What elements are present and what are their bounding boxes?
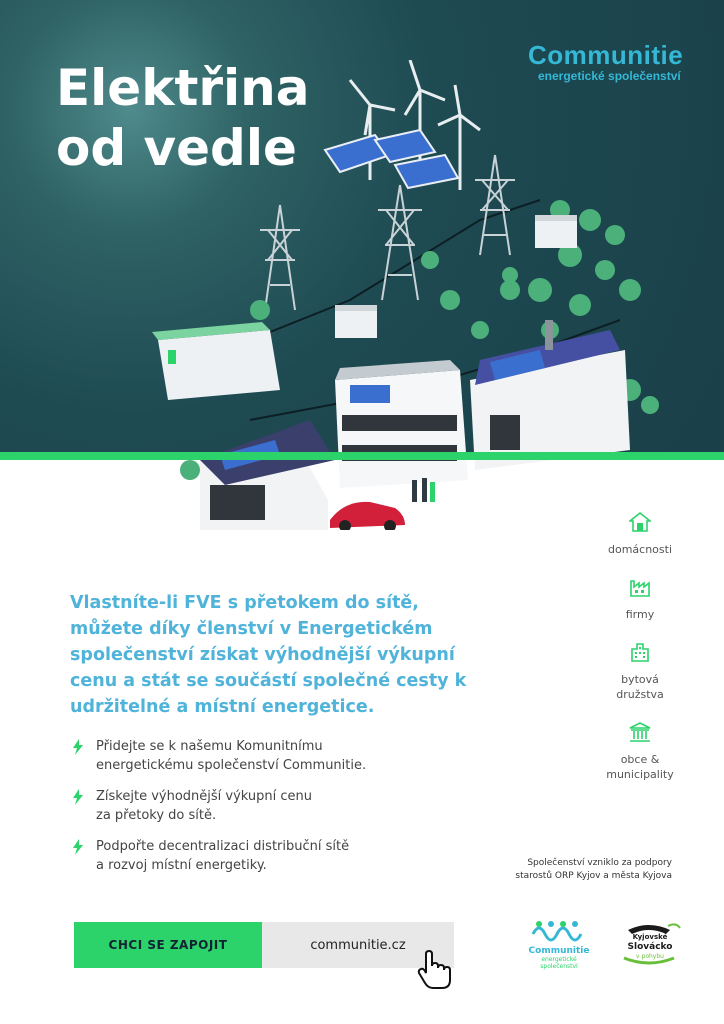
category-label: domácnosti [607,543,673,556]
title-line-2: od vedle [56,119,297,177]
category-label: firmy [625,608,655,621]
credit-line: Společenství vzniklo za podpory [527,858,672,868]
title-line-1: Elektřina [56,59,310,117]
list-item-line: Získejte výhodnější výkupní cenu [96,789,313,804]
lead-paragraph: Vlastníte-li FVE s přetokem do sítě, můžete díky členství v Energetickém společenství získat výhodnější výkupní cenu a stát se součástí společné cesty k udržitelné a místní energetice. [70,592,467,717]
credit-line: starostů ORP Kyjov a města Kyjova [515,871,672,881]
category-label: obce & municipality [606,753,674,781]
support-credit [500,857,672,883]
lightning-icon [72,837,84,855]
list-item-line: energetickému společenství Communitie. [96,758,367,773]
list-item-text [96,787,312,825]
kyjovske-slovacko-text [622,932,678,962]
communitie-logo-sub: energetické společenství [540,956,578,970]
hero-divider [0,452,724,460]
hand-cursor-icon [416,950,454,990]
lightning-icon [72,787,84,805]
website-link[interactable]: communitie.cz [262,922,454,968]
list-item [72,837,402,875]
kyjovske-slovacko-logo [614,918,684,970]
list-item-text [96,837,349,875]
communitie-logo-word: Communitie [528,946,590,956]
list-item-line: Přidejte se k našemu Komunitnímu [96,739,323,754]
list-item [72,787,402,825]
town-hall-icon [629,722,651,742]
brand-logo-tagline: energetické společenství [538,69,681,83]
benefits-list [72,737,402,887]
category-municipalities [590,722,690,782]
category-cooperatives [590,642,690,702]
logo-line: Slovácko [627,942,673,952]
cta-bar [74,922,454,968]
list-item-line: Podpořte decentralizaci distribuční sítě [96,839,350,854]
list-item [72,737,402,775]
list-item-line: za přetoky do sítě. [96,808,217,823]
lightning-icon [72,737,84,755]
category-households [590,512,690,557]
list-item-text [96,737,366,775]
target-groups [590,512,690,802]
logo-line: Kyjovské [632,933,668,941]
join-button[interactable]: CHCI SE ZAPOJIT [74,922,262,968]
factory-icon [629,577,651,597]
people-wave-icon [529,918,589,942]
brand-logo-word: Communitie [528,40,684,70]
list-item-line: a rozvoj místní energetiky. [96,858,267,873]
apartment-icon [629,642,651,662]
category-label: bytová družstva [616,673,664,701]
category-companies [590,577,690,622]
communitie-logo [524,918,594,970]
logo-line: v pohybu [636,953,664,960]
house-icon [629,512,651,532]
